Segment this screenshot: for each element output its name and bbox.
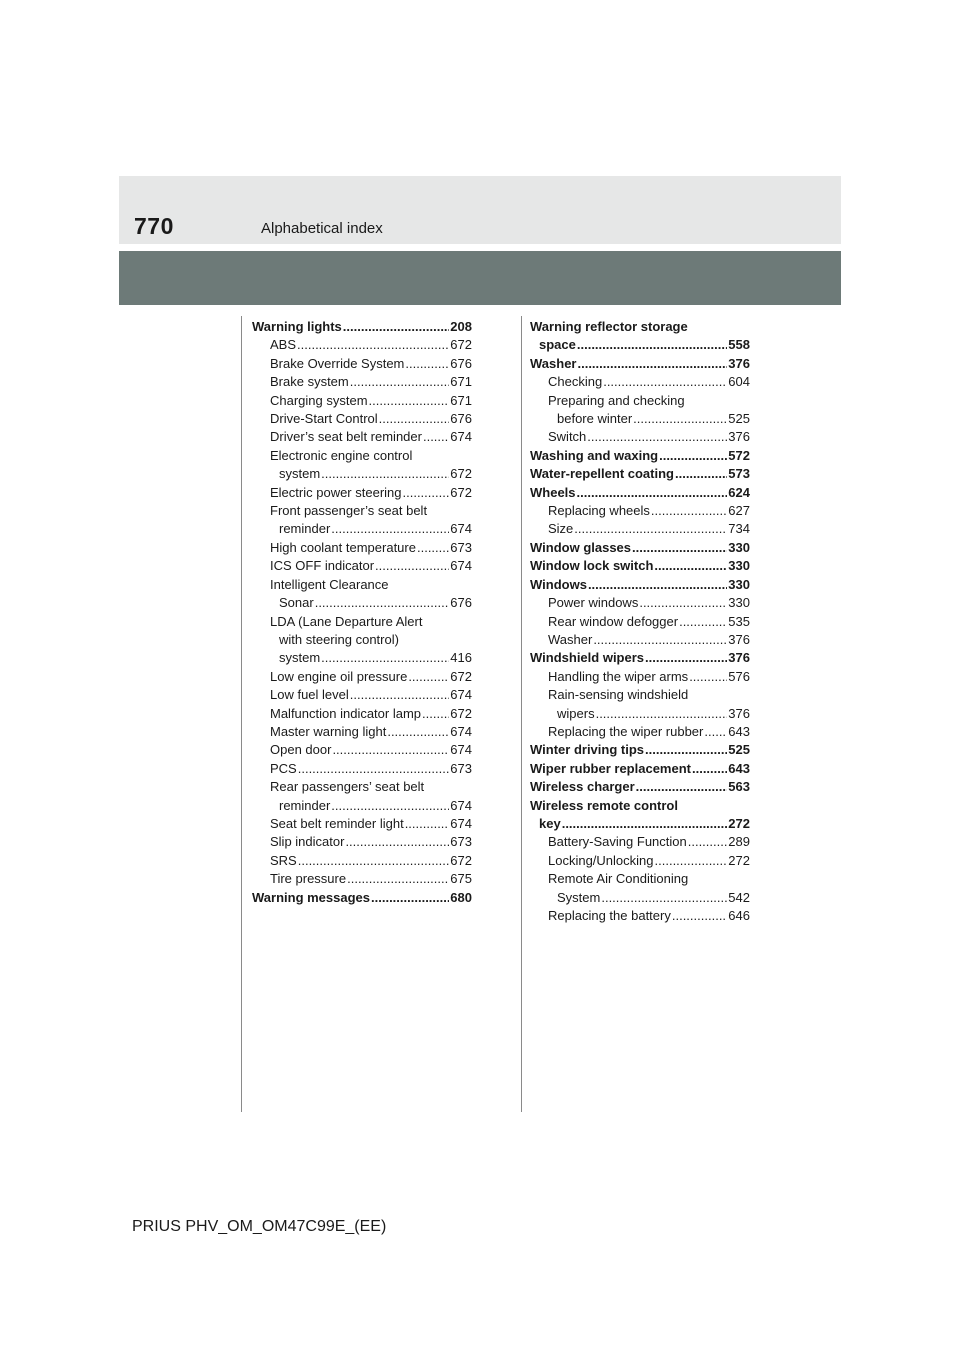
index-subentry — [252, 539, 472, 557]
entry-label: Handling the wiper arms — [548, 668, 689, 684]
dot-leader — [603, 373, 727, 391]
index-entry — [530, 649, 750, 667]
index-subentry — [530, 870, 750, 907]
document-footer: PRIUS PHV_OM_OM47C99E_(EE) — [132, 1218, 387, 1235]
entry-page-number: 672 — [450, 668, 472, 684]
entry-page-number: 674 — [450, 797, 472, 813]
dot-leader — [639, 594, 727, 612]
entry-page-number: 672 — [450, 484, 472, 500]
index-subentry — [530, 428, 750, 446]
entry-page-number: 676 — [450, 355, 472, 371]
entry-label: Window lock switch — [530, 558, 654, 574]
entry-page-number: 672 — [450, 705, 472, 721]
entry-label: Low fuel level — [270, 687, 349, 703]
dot-leader — [405, 815, 450, 833]
dot-leader — [588, 576, 727, 594]
index-subentry — [252, 373, 472, 391]
index-entry — [530, 797, 750, 834]
dot-leader — [577, 355, 727, 373]
entry-label: before winter — [557, 411, 633, 427]
dot-leader — [655, 852, 728, 870]
entry-page-number: 563 — [728, 779, 750, 795]
dot-leader — [422, 705, 449, 723]
entry-page-number: 676 — [450, 595, 472, 611]
entry-page-number: 671 — [450, 374, 472, 390]
dot-leader — [679, 613, 727, 631]
dot-leader — [704, 723, 727, 741]
dot-leader — [350, 686, 450, 704]
entry-label: Checking — [548, 374, 603, 390]
entry-page-number: 576 — [728, 668, 750, 684]
entry-label: Wireless remote control — [530, 797, 678, 813]
entry-page-number: 643 — [728, 723, 750, 739]
header-bar — [119, 176, 841, 244]
entry-page-number: 376 — [728, 650, 750, 666]
index-subentry — [252, 778, 472, 815]
dot-leader — [331, 797, 449, 815]
entry-page-number: 330 — [728, 539, 750, 555]
index-entry — [530, 484, 750, 502]
entry-page-number: 272 — [728, 852, 750, 868]
entry-label: Charging system — [270, 392, 368, 408]
dot-leader — [332, 741, 449, 759]
dot-leader — [562, 815, 728, 833]
entry-page-number: 624 — [728, 484, 750, 500]
index-subentry — [252, 833, 472, 851]
entry-label: Slip indicator — [270, 834, 345, 850]
dot-leader — [403, 484, 450, 502]
entry-page-number: 672 — [450, 337, 472, 353]
index-subentry — [530, 520, 750, 538]
entry-label: Brake Override System — [270, 355, 405, 371]
entry-label: system — [279, 466, 321, 482]
entry-label: system — [279, 650, 321, 666]
entry-label: Replacing the battery — [548, 908, 671, 923]
dot-leader — [298, 852, 450, 870]
index-subentry — [252, 815, 472, 833]
entry-page-number: 646 — [728, 908, 750, 923]
entry-page-number: 376 — [728, 631, 750, 647]
index-subentry — [252, 668, 472, 686]
entry-label: Brake system — [270, 374, 349, 390]
entry-page-number: 330 — [728, 576, 750, 592]
entry-page-number: 674 — [450, 723, 472, 739]
entry-page-number: 674 — [450, 429, 472, 445]
entry-label: ABS — [270, 337, 297, 353]
entry-page-number: 734 — [728, 521, 750, 537]
entry-label: with steering control) — [279, 631, 399, 647]
index-subentry — [252, 502, 472, 539]
dot-leader — [321, 649, 449, 667]
index-subentry — [530, 686, 750, 723]
entry-page-number: 330 — [728, 595, 750, 611]
entry-label: Size — [548, 521, 574, 537]
dot-leader — [574, 520, 727, 538]
dot-leader — [369, 392, 450, 410]
entry-label: Seat belt reminder light — [270, 815, 404, 831]
entry-page-number: 525 — [728, 411, 750, 427]
index-entry — [530, 778, 750, 796]
entry-label: Battery-Saving Function — [548, 834, 687, 850]
dot-leader — [321, 465, 449, 483]
dot-leader — [371, 889, 449, 907]
entry-page-number: 673 — [450, 834, 472, 850]
index-subentry — [252, 686, 472, 704]
entry-page-number: 604 — [728, 374, 750, 390]
index-subentry — [252, 355, 472, 373]
dot-leader — [298, 760, 450, 778]
dot-leader — [297, 336, 449, 354]
entry-label: Tire pressure — [270, 871, 347, 887]
entry-page-number: 558 — [728, 337, 750, 353]
entry-label: Replacing wheels — [548, 503, 650, 519]
entry-label: Replacing the wiper rubber — [548, 723, 704, 739]
entry-page-number: 208 — [450, 319, 472, 334]
entry-label: key — [539, 815, 561, 831]
entry-page-number: 674 — [450, 521, 472, 537]
entry-label: Winter driving tips — [530, 742, 644, 758]
entry-label: Master warning light — [270, 723, 387, 739]
entry-label: System — [557, 889, 601, 905]
entry-page-number: 572 — [728, 447, 750, 463]
page-number: 770 — [134, 213, 174, 239]
dot-leader — [601, 889, 727, 907]
column-divider-left — [241, 316, 242, 1112]
entry-label: Open door — [270, 742, 332, 758]
index-subentry — [252, 741, 472, 759]
entry-label: Windshield wipers — [530, 650, 645, 666]
index-subentry — [530, 833, 750, 851]
entry-label: Rain-sensing windshield — [548, 687, 689, 703]
entry-label: Sonar — [279, 595, 314, 611]
entry-page-number: 416 — [450, 650, 472, 666]
entry-label: Rear passengers’ seat belt — [270, 779, 425, 795]
index-subentry — [252, 870, 472, 888]
entry-label: Water-repellent coating — [530, 466, 674, 482]
index-subentry — [252, 428, 472, 446]
entry-label: Wiper rubber replacement — [530, 760, 691, 776]
index-subentry — [252, 613, 472, 668]
entry-page-number: 376 — [728, 705, 750, 721]
entry-label: Warning reflector storage — [530, 319, 688, 334]
entry-label: Warning lights — [252, 319, 342, 334]
entry-page-number: 573 — [728, 466, 750, 482]
entry-page-number: 627 — [728, 503, 750, 519]
index-subentry — [530, 631, 750, 649]
dot-leader — [632, 539, 727, 557]
entry-label: Switch — [548, 429, 587, 445]
entry-page-number: 376 — [728, 355, 750, 371]
index-subentry — [252, 760, 472, 778]
dot-leader — [343, 318, 450, 336]
dot-leader — [633, 410, 727, 428]
dot-leader — [675, 465, 727, 483]
entry-page-number: 525 — [728, 742, 750, 758]
entry-label: Wireless charger — [530, 779, 635, 795]
dot-leader — [672, 907, 727, 925]
entry-label: Locking/Unlocking — [548, 852, 654, 868]
dot-leader — [587, 428, 727, 446]
entry-label: Window glasses — [530, 539, 632, 555]
entry-label: Electronic engine control — [270, 447, 413, 463]
index-subentry — [530, 594, 750, 612]
dot-leader — [636, 778, 728, 796]
entry-page-number: 676 — [450, 411, 472, 427]
entry-page-number: 672 — [450, 466, 472, 482]
entry-label: Washer — [548, 631, 593, 647]
index-subentry — [252, 410, 472, 428]
index-subentry — [252, 447, 472, 484]
dot-leader — [692, 760, 727, 778]
index-column-right — [530, 318, 750, 925]
index-subentry — [530, 502, 750, 520]
entry-label: Intelligent Clearance — [270, 576, 389, 592]
index-subentry — [530, 723, 750, 741]
dot-leader — [345, 833, 449, 851]
entry-page-number: 643 — [728, 760, 750, 776]
entry-label: Rear window defogger — [548, 613, 679, 629]
column-divider-right — [521, 316, 522, 1112]
entry-page-number: 674 — [450, 815, 472, 831]
entry-page-number: 673 — [450, 539, 472, 555]
entry-page-number: 674 — [450, 742, 472, 758]
entry-label: Front passenger’s seat belt — [270, 503, 428, 519]
entry-label: Washer — [530, 355, 577, 371]
dot-leader — [408, 668, 449, 686]
dot-leader — [375, 557, 449, 575]
index-subentry — [530, 907, 750, 925]
dot-leader — [645, 741, 727, 759]
index-subentry — [252, 484, 472, 502]
index-entry — [530, 576, 750, 594]
dot-leader — [347, 870, 449, 888]
index-subentry — [530, 613, 750, 631]
entry-page-number: 673 — [450, 760, 472, 776]
dot-leader — [689, 668, 727, 686]
dot-leader — [423, 428, 449, 446]
index-subentry — [252, 852, 472, 870]
entry-label: Drive-Start Control — [270, 411, 378, 427]
index-subentry — [252, 392, 472, 410]
index-column-left — [252, 318, 472, 907]
entry-label: space — [539, 337, 576, 353]
entry-page-number: 330 — [728, 558, 750, 574]
entry-page-number: 535 — [728, 613, 750, 629]
entry-page-number: 674 — [450, 558, 472, 574]
index-subentry — [252, 705, 472, 723]
index-entry — [530, 355, 750, 373]
dot-leader — [577, 484, 728, 502]
entry-page-number: 674 — [450, 687, 472, 703]
section-title: Alphabetical index — [261, 220, 383, 237]
dot-leader — [593, 631, 727, 649]
index-entry — [530, 557, 750, 575]
dot-leader — [350, 373, 450, 391]
dot-leader — [651, 502, 727, 520]
dot-leader — [645, 649, 727, 667]
entry-page-number: 542 — [728, 889, 750, 905]
entry-label: Washing and waxing — [530, 447, 659, 463]
entry-label: reminder — [279, 521, 331, 537]
dot-leader — [688, 833, 728, 851]
index-entry — [530, 539, 750, 557]
entry-page-number: 272 — [728, 815, 750, 831]
dot-leader — [654, 557, 727, 575]
entry-page-number: 376 — [728, 429, 750, 445]
entry-label: Preparing and checking — [548, 392, 685, 408]
entry-page-number: 289 — [728, 834, 750, 850]
entry-label: High coolant temperature — [270, 539, 416, 555]
entry-label: wipers — [557, 705, 595, 721]
entry-page-number: 671 — [450, 392, 472, 408]
dot-leader — [315, 594, 450, 612]
dot-leader — [405, 355, 449, 373]
dot-leader — [379, 410, 450, 428]
dot-leader — [577, 336, 727, 354]
index-subentry — [530, 373, 750, 391]
entry-label: LDA (Lane Departure Alert — [270, 613, 423, 629]
entry-page-number: 675 — [450, 871, 472, 887]
dot-leader — [387, 723, 449, 741]
index-entry — [530, 760, 750, 778]
index-subentry — [530, 668, 750, 686]
entry-label: Malfunction indicator lamp — [270, 705, 422, 721]
entry-page-number: 672 — [450, 852, 472, 868]
entry-label: Driver’s seat belt reminder — [270, 429, 422, 445]
entry-label: Low engine oil pressure — [270, 668, 408, 684]
entry-label: SRS — [270, 852, 297, 868]
index-entry — [530, 447, 750, 465]
index-subentry — [252, 557, 472, 575]
index-entry — [252, 889, 472, 907]
index-subentry — [530, 392, 750, 429]
index-subentry — [530, 852, 750, 870]
entry-label: Warning messages — [252, 889, 371, 905]
index-subentry — [252, 723, 472, 741]
entry-label: Remote Air Conditioning — [548, 871, 689, 887]
dot-leader — [417, 539, 449, 557]
index-subentry — [252, 336, 472, 354]
index-subentry — [252, 576, 472, 613]
dot-leader — [596, 705, 728, 723]
index-entry — [530, 741, 750, 759]
entry-page-number: 680 — [450, 889, 472, 905]
index-entry — [252, 318, 472, 336]
entry-label: ICS OFF indicator — [270, 558, 375, 574]
dot-leader — [331, 520, 449, 538]
index-entry — [530, 318, 750, 355]
entry-label: Power windows — [548, 595, 639, 611]
entry-label: PCS — [270, 760, 297, 776]
entry-label: reminder — [279, 797, 331, 813]
entry-label: Wheels — [530, 484, 576, 500]
entry-label: Windows — [530, 576, 587, 592]
dot-leader — [659, 447, 727, 465]
entry-label: Electric power steering — [270, 484, 402, 500]
index-entry — [530, 465, 750, 483]
header-band — [119, 251, 841, 305]
